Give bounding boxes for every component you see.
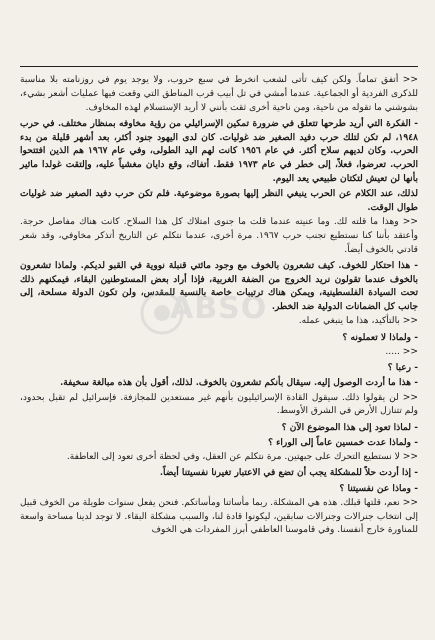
answer-paragraph: << ..... <box>385 346 418 357</box>
question-paragraph: - لماذا تعود إلى هذا الموضوع الآن ؟ <box>281 421 418 433</box>
answer-paragraph: << بالتأكيد، هذا ما ينبغي عمله. <box>298 316 418 327</box>
question-paragraph: - وماذا عن نفسيتنا ؟ <box>339 482 418 494</box>
question-paragraph: - إذا أردت حلاً للمشكلة يجب أن تضع في الاعتبار تغيرنا نفسيتنا أيضاً. <box>159 467 418 479</box>
answer-paragraph: << وهذا ما قلته لك. وما عنيته عندما قلت ما جنوى امتلاك كل هذا السلاح. كانت هناك مفاصل حرجة. وأعتقد بأننا كنا نستطيع تجنب حرب ١٩٦٧. مرة أخرى، عندما نتكلم عن التاريخ أتذكر مخاوفي، وقد شعر قادتي بالخوف أيضاً. <box>20 217 419 255</box>
answer-paragraph: << أتفق تماماً. ولكن كيف تأتى لشعب انخرط في سبع حروب، ولا يوجد يوم في روزنامته بلا مناسبة للذكرى الفردية أو الجماعية. عندما أمشي في تل أبيب قرب المناطق التي وقعت فيها عمليات أشعر بشيء، بشوشني ما تقوله من ناحية، ومن ناحية أخرى ثقت بأنني لا أريد الإستسلام لهذه المخاوف. <box>20 75 418 113</box>
question-paragraph: - ولماذا لا تعملونه ؟ <box>342 331 418 343</box>
question-paragraph: - رعبا ؟ <box>387 362 418 373</box>
answer-paragraph: << نعم، قلتها قبلك. هذه هي المشكلة. ربما مأساتنا ومأساتكم. فنحن يفعل سنوات طويلة من الخوف قبيل إلى انتخاب جنرالات وجنرالات سابقين، ليكونوا قادة لنا، والسبب مشكلة البقاء. لا توجد لدينا مساحة واسعة للمناورة خارج أنفسنا. وفي قاموسنا العاطفي أبرز المفردات هي الخوف <box>20 497 418 536</box>
question-paragraph: - الفكرة التي أريد طرحها تتعلق في ضرورة تمكين الإسرائيلي من رؤية مخاوفه بمنظار مختلف. في حرب ١٩٤٨، لم تكن لتلك حرب دفيد الصغير ضد غوليات. كان لدى اليهود جنود أكثر، بعد أشهر قليلة من بدء الحرب. وكان لديهم سلاح أكثر. في عام ١٩٥٦ كانت لهم اليد الطولى، وفي عام ١٩٦٧ هم الذين افتتحوا الحرب. تعرضوا، فعلاً، إلى خطر في عام ١٩٧٣ فقط. أتفاك، وقع دايان مغشياً عليه، وإلتقت غولدا مائير بأنها لن تعيش لتكتان طبيعي يعد اليوم. <box>20 117 419 184</box>
header-rule <box>20 66 418 67</box>
question-paragraph: - هذا احتكار للخوف. كيف تشعرون بالخوف مع وجود مائتي قنبلة نووية في القبو لديكم. ولماذا تشعرون بالخوف عندما تقولون نريد الخروج من الضفة الغربية، فإذا أراد بعض المستوطنين البقاء، فيمكنهم ذلك تحت السيادة الفلسطينية، ويمكن هناك ترتيبات خاصة بالنسبة للمقدس، ولن تكون الدولة مسلحة، إلى جانب كل الضمانات الدولية ضد الخطر. <box>20 259 418 312</box>
answer-paragraph: << لا نستطيع التحرك على جبهتين. مرة نتكلم عن العقل، وفي لحظة أخرى تعود إلى العاطفة. <box>66 452 418 462</box>
answer-paragraph: << لن يقولوا ذلك. سيقول القادة الإسرائيليون بأنهم غير مستعدين للمجازفة. فإسرائيل لم تقبل بحدود، ولم تتنازل الأرض في الشرق الأوسط. <box>20 392 418 417</box>
watermark-text: ABSO <box>170 291 268 326</box>
question-paragraph: - هذا ما أردت الوصول إليه. سيقال بأنكم تشعرون بالخوف. لذلك، أقول بأن هذه مبالغة سخيفة. <box>60 377 418 389</box>
question-paragraph: لذلك، عند الكلام عن الحرب ينبغي النظر إليها بصورة موضوعية. فلم تكن حرب دفيد الصغير ضد غوليات طوال الوقت. <box>20 188 418 213</box>
question-paragraph: - ولماذا عدت خمسين عاماً إلى الوراء ؟ <box>268 436 418 448</box>
body-text <box>20 74 418 540</box>
